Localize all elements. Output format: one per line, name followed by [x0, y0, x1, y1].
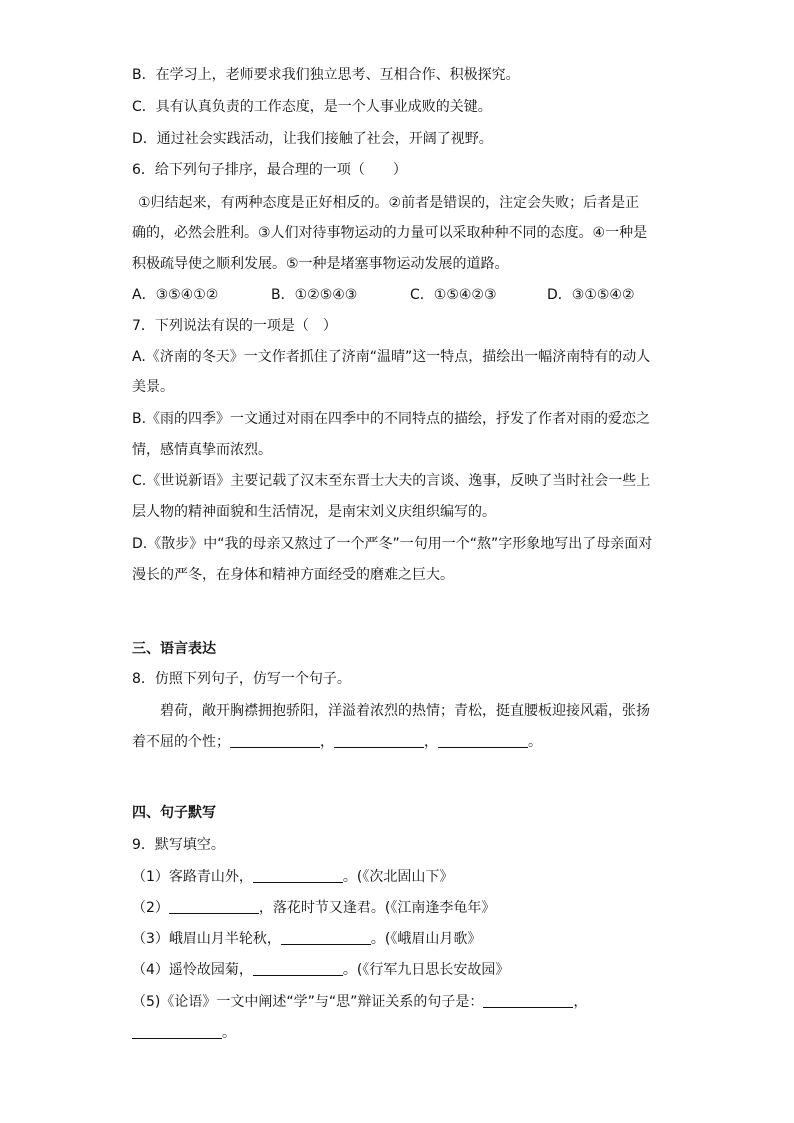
answer-blank[interactable]	[281, 930, 371, 945]
q7-line: A.《济南的冬天》一文作者抓住了济南“温晴”这一特点，描绘出一幅济南特有的动人	[132, 349, 651, 365]
section-heading-language: 三、语言表达	[132, 641, 216, 657]
answer-blank[interactable]	[230, 733, 320, 748]
q8-answer-line	[132, 733, 542, 751]
q8-example-line: 碧荷，敞开胸襟拥抱骄阳，洋溢着浓烈的热情；青松，挺直腰板迎接风霜，张扬	[160, 703, 650, 719]
section-heading-dictation: 四、句子默写	[132, 805, 216, 821]
item-text: 。(《峨眉山月歌》	[370, 931, 482, 947]
comma: ，	[320, 734, 334, 750]
q7-line: B.《雨的四季》一文通过对雨在四季中的不同特点的描绘，抒发了作者对雨的爱恋之	[132, 411, 651, 427]
q6-passage-line: 积极疏导使之顺利发展。⑤一种是堵塞事物运动发展的道路。	[132, 256, 509, 272]
answer-blank[interactable]	[169, 899, 259, 914]
q5-option-c: C．具有认真负责的工作态度，是一个人事业成败的关键。	[132, 99, 492, 115]
q7-line: C.《世说新语》主要记载了汉末至东晋士大夫的言谈、逸事，反映了当时社会一些上	[132, 473, 651, 489]
q9-item-5	[132, 993, 587, 1011]
item-text: （4）遥怜故园菊，	[132, 962, 253, 978]
q5-option-b: B．在学习上，老师要求我们独立思考、互相合作、积极探究。	[132, 67, 520, 83]
answer-blank[interactable]	[438, 733, 528, 748]
q9-item-5-continued	[132, 1024, 236, 1042]
q7-line: 层人物的精神面貌和生活情况，是南宋刘义庆组织编写的。	[132, 504, 496, 520]
period: 。	[528, 734, 542, 750]
q6-passage-line: 确的，必然会胜利。③人们对待事物运动的力量可以采取种种不同的态度。④一种是	[132, 225, 648, 241]
q6-passage-line: ①归结起来，有两种态度是正好相反的。②前者是错误的，注定会失败；后者是正	[138, 195, 640, 211]
q5-option-d: D．通过社会实践活动，让我们接触了社会，开阔了视野。	[132, 131, 493, 147]
item-text: 。(《行军九日思长安故园》	[342, 962, 510, 978]
q9-stem: 9．默写填空。	[132, 837, 225, 853]
q9-item-1	[132, 868, 453, 886]
item-text: （2）	[132, 900, 169, 916]
item-text: 。	[222, 1025, 236, 1041]
q7-line: 漫长的严冬，在身体和精神方面经受的磨难之巨大。	[132, 567, 454, 583]
answer-blank[interactable]	[483, 993, 573, 1008]
q8-example-tail: 着不屈的个性；	[132, 734, 230, 750]
q6-stem: 6．给下列句子排序，最合理的一项（ ）	[132, 162, 407, 178]
item-text: ，	[573, 994, 588, 1010]
item-text: ，落花时节又逢君。(《江南逢李龟年》	[258, 900, 496, 916]
q9-item-4	[132, 961, 509, 979]
q8-stem: 8．仿照下列句子，仿写一个句子。	[132, 671, 351, 687]
answer-blank[interactable]	[253, 868, 343, 883]
answer-blank[interactable]	[334, 733, 424, 748]
q6-option-b: B．①②⑤④③	[271, 287, 358, 303]
q9-item-3	[132, 930, 481, 948]
q7-line: 情，感情真挚而浓烈。	[132, 442, 272, 458]
answer-blank[interactable]	[132, 1024, 222, 1039]
item-text: （1）客路青山外，	[132, 869, 253, 885]
q6-option-a: A．③⑤④①②	[132, 287, 219, 303]
q6-option-c: C．①⑤④②③	[410, 287, 497, 303]
q9-item-2	[132, 899, 495, 917]
item-text: （3）峨眉山月半轮秋，	[132, 931, 281, 947]
q7-line: 美景。	[132, 379, 174, 395]
item-text: 。(《次北固山下》	[342, 869, 454, 885]
q7-stem: 7．下列说法有误的一项是（ ）	[132, 318, 337, 334]
q7-line: D.《散步》中“我的母亲又熬过了一个严冬”一句用一个“熬”字形象地写出了母亲面对	[132, 536, 653, 552]
q6-option-d: D．③①⑤④②	[547, 287, 635, 303]
comma: ，	[424, 734, 438, 750]
item-text: （5)《论语》一文中阐述“学”与“思”辩证关系的句子是：	[132, 994, 484, 1010]
answer-blank[interactable]	[253, 961, 343, 976]
